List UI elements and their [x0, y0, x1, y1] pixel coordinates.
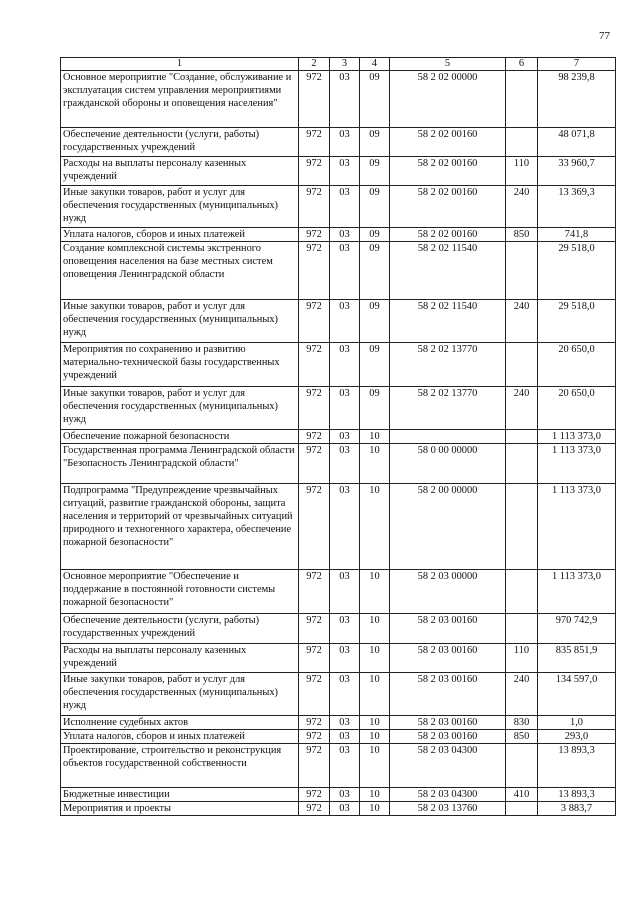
expense-name-cell: Создание комплексной системы экстренного оповещения населения на базе местных систем оповещения Ленинградской области	[61, 242, 299, 300]
target-article-cell: 58 0 00 00000	[390, 444, 506, 484]
expense-name-cell: Исполнение судебных актов	[61, 716, 299, 730]
admin-code-cell: 972	[299, 300, 330, 343]
expense-name-cell: Мероприятия и проекты	[61, 802, 299, 816]
table-row	[61, 644, 616, 673]
expense-type-cell	[506, 802, 538, 816]
expense-type-cell: 410	[506, 788, 538, 802]
target-article-cell: 58 2 03 04300	[390, 744, 506, 788]
header-cell-7: 7	[538, 58, 616, 71]
admin-code-cell: 972	[299, 614, 330, 644]
header-cell-4: 4	[360, 58, 390, 71]
subsection-code-cell: 10	[360, 444, 390, 484]
subsection-code-cell: 09	[360, 71, 390, 128]
section-code-cell: 03	[330, 744, 360, 788]
section-code-cell: 03	[330, 730, 360, 744]
target-article-cell: 58 2 02 11540	[390, 300, 506, 343]
expense-name-cell: Проектирование, строительство и реконструкция объектов государственной собственности	[61, 744, 299, 788]
subsection-code-cell: 10	[360, 614, 390, 644]
table-row	[61, 242, 616, 300]
section-code-cell: 03	[330, 242, 360, 300]
amount-cell: 1 113 373,0	[538, 484, 616, 570]
expense-type-cell: 110	[506, 644, 538, 673]
admin-code-cell: 972	[299, 673, 330, 716]
table-row	[61, 228, 616, 242]
expense-type-cell	[506, 128, 538, 157]
subsection-code-cell: 09	[360, 228, 390, 242]
amount-cell: 741,8	[538, 228, 616, 242]
admin-code-cell: 972	[299, 430, 330, 444]
section-code-cell: 03	[330, 157, 360, 186]
expense-type-cell	[506, 484, 538, 570]
subsection-code-cell: 09	[360, 186, 390, 228]
section-code-cell: 03	[330, 484, 360, 570]
section-code-cell: 03	[330, 716, 360, 730]
expense-type-cell	[506, 343, 538, 387]
expense-name-cell: Обеспечение деятельности (услуги, работы) государственных учреждений	[61, 128, 299, 157]
expense-name-cell: Уплата налогов, сборов и иных платежей	[61, 228, 299, 242]
section-code-cell: 03	[330, 128, 360, 157]
admin-code-cell: 972	[299, 802, 330, 816]
page-number: 77	[599, 30, 610, 42]
section-code-cell: 03	[330, 673, 360, 716]
section-code-cell: 03	[330, 387, 360, 430]
table-row	[61, 157, 616, 186]
section-code-cell: 03	[330, 570, 360, 614]
section-code-cell: 03	[330, 802, 360, 816]
expense-type-cell: 240	[506, 387, 538, 430]
header-cell-3: 3	[330, 58, 360, 71]
table-row	[61, 788, 616, 802]
amount-cell: 29 518,0	[538, 300, 616, 343]
table-row	[61, 186, 616, 228]
expense-name-cell: Государственная программа Ленинградской области "Безопасность Ленинградской области"	[61, 444, 299, 484]
amount-cell: 3 883,7	[538, 802, 616, 816]
amount-cell: 293,0	[538, 730, 616, 744]
admin-code-cell: 972	[299, 716, 330, 730]
amount-cell: 48 071,8	[538, 128, 616, 157]
amount-cell: 13 893,3	[538, 744, 616, 788]
target-article-cell: 58 2 02 00160	[390, 128, 506, 157]
admin-code-cell: 972	[299, 186, 330, 228]
amount-cell: 835 851,9	[538, 644, 616, 673]
expense-name-cell: Иные закупки товаров, работ и услуг для обеспечения государственных (муниципальных) нужд	[61, 673, 299, 716]
amount-cell: 970 742,9	[538, 614, 616, 644]
admin-code-cell: 972	[299, 128, 330, 157]
subsection-code-cell: 09	[360, 242, 390, 300]
admin-code-cell: 972	[299, 730, 330, 744]
expense-type-cell	[506, 570, 538, 614]
subsection-code-cell: 10	[360, 730, 390, 744]
amount-cell: 1 113 373,0	[538, 430, 616, 444]
admin-code-cell: 972	[299, 570, 330, 614]
section-code-cell: 03	[330, 300, 360, 343]
expense-type-cell	[506, 71, 538, 128]
subsection-code-cell: 10	[360, 744, 390, 788]
expense-type-cell	[506, 242, 538, 300]
section-code-cell: 03	[330, 186, 360, 228]
amount-cell: 20 650,0	[538, 343, 616, 387]
expense-type-cell: 240	[506, 673, 538, 716]
target-article-cell: 58 2 02 13770	[390, 387, 506, 430]
expense-name-cell: Бюджетные инвестиции	[61, 788, 299, 802]
amount-cell: 33 960,7	[538, 157, 616, 186]
subsection-code-cell: 10	[360, 430, 390, 444]
section-code-cell: 03	[330, 644, 360, 673]
expense-name-cell: Подпрограмма "Предупреждение чрезвычайных ситуаций, развитие гражданской обороны, защита населения и территорий от чрезвычайных ситуаций природного и техногенного характера, обеспечение пожарной безопасности"	[61, 484, 299, 570]
table-row	[61, 71, 616, 128]
expense-name-cell: Иные закупки товаров, работ и услуг для обеспечения государственных (муниципальных) нужд	[61, 387, 299, 430]
amount-cell: 1 113 373,0	[538, 570, 616, 614]
admin-code-cell: 972	[299, 228, 330, 242]
subsection-code-cell: 10	[360, 788, 390, 802]
section-code-cell: 03	[330, 614, 360, 644]
admin-code-cell: 972	[299, 484, 330, 570]
table-row	[61, 128, 616, 157]
subsection-code-cell: 09	[360, 128, 390, 157]
header-row	[61, 58, 616, 71]
expense-name-cell: Иные закупки товаров, работ и услуг для обеспечения государственных (муниципальных) нужд	[61, 186, 299, 228]
expense-name-cell: Мероприятия по сохранению и развитию материально-технической базы государственных учреждений	[61, 343, 299, 387]
expense-name-cell: Обеспечение деятельности (услуги, работы) государственных учреждений	[61, 614, 299, 644]
expense-type-cell	[506, 430, 538, 444]
expense-name-cell: Расходы на выплаты персоналу казенных учреждений	[61, 644, 299, 673]
target-article-cell: 58 2 03 00000	[390, 570, 506, 614]
amount-cell: 13 369,3	[538, 186, 616, 228]
table-row	[61, 387, 616, 430]
section-code-cell: 03	[330, 788, 360, 802]
table-row	[61, 614, 616, 644]
admin-code-cell: 972	[299, 343, 330, 387]
header-cell-1: 1	[61, 58, 299, 71]
subsection-code-cell: 10	[360, 644, 390, 673]
header-cell-2: 2	[299, 58, 330, 71]
target-article-cell: 58 2 03 13760	[390, 802, 506, 816]
expense-type-cell: 850	[506, 730, 538, 744]
amount-cell: 134 597,0	[538, 673, 616, 716]
expense-type-cell: 110	[506, 157, 538, 186]
target-article-cell: 58 2 03 00160	[390, 730, 506, 744]
expense-name-cell: Основное мероприятие "Обеспечение и поддержание в постоянной готовности системы пожарной безопасности"	[61, 570, 299, 614]
target-article-cell: 58 2 03 00160	[390, 614, 506, 644]
target-article-cell: 58 2 03 04300	[390, 788, 506, 802]
subsection-code-cell: 10	[360, 716, 390, 730]
section-code-cell: 03	[330, 228, 360, 242]
amount-cell: 1 113 373,0	[538, 444, 616, 484]
target-article-cell: 58 2 03 00160	[390, 673, 506, 716]
expense-type-cell: 850	[506, 228, 538, 242]
table-row	[61, 430, 616, 444]
table-row	[61, 802, 616, 816]
target-article-cell	[390, 430, 506, 444]
table-row	[61, 444, 616, 484]
target-article-cell: 58 2 02 11540	[390, 242, 506, 300]
subsection-code-cell: 10	[360, 570, 390, 614]
subsection-code-cell: 09	[360, 300, 390, 343]
admin-code-cell: 972	[299, 387, 330, 430]
subsection-code-cell: 09	[360, 387, 390, 430]
section-code-cell: 03	[330, 343, 360, 387]
target-article-cell: 58 2 02 00160	[390, 228, 506, 242]
expense-type-cell: 240	[506, 186, 538, 228]
subsection-code-cell: 09	[360, 343, 390, 387]
admin-code-cell: 972	[299, 744, 330, 788]
section-code-cell: 03	[330, 430, 360, 444]
target-article-cell: 58 2 02 00160	[390, 157, 506, 186]
admin-code-cell: 972	[299, 788, 330, 802]
admin-code-cell: 972	[299, 71, 330, 128]
subsection-code-cell: 09	[360, 157, 390, 186]
header-cell-5: 5	[390, 58, 506, 71]
budget-table	[60, 57, 616, 816]
target-article-cell: 58 2 02 13770	[390, 343, 506, 387]
expense-name-cell: Иные закупки товаров, работ и услуг для обеспечения государственных (муниципальных) нужд	[61, 300, 299, 343]
header-cell-6: 6	[506, 58, 538, 71]
table-row	[61, 570, 616, 614]
table-row	[61, 716, 616, 730]
amount-cell: 13 893,3	[538, 788, 616, 802]
expense-name-cell: Уплата налогов, сборов и иных платежей	[61, 730, 299, 744]
expense-name-cell: Основное мероприятие "Создание, обслуживание и эксплуатация систем управления мероприятиями гражданской обороны и оповещения населения"	[61, 71, 299, 128]
admin-code-cell: 972	[299, 644, 330, 673]
target-article-cell: 58 2 03 00160	[390, 716, 506, 730]
amount-cell: 20 650,0	[538, 387, 616, 430]
expense-type-cell: 830	[506, 716, 538, 730]
table-row	[61, 730, 616, 744]
section-code-cell: 03	[330, 71, 360, 128]
table-row	[61, 744, 616, 788]
target-article-cell: 58 2 03 00160	[390, 644, 506, 673]
expense-type-cell	[506, 444, 538, 484]
target-article-cell: 58 2 00 00000	[390, 484, 506, 570]
table-row	[61, 673, 616, 716]
table-row	[61, 300, 616, 343]
amount-cell: 29 518,0	[538, 242, 616, 300]
admin-code-cell: 972	[299, 242, 330, 300]
expense-type-cell	[506, 744, 538, 788]
expense-type-cell: 240	[506, 300, 538, 343]
subsection-code-cell: 10	[360, 802, 390, 816]
subsection-code-cell: 10	[360, 484, 390, 570]
admin-code-cell: 972	[299, 444, 330, 484]
expense-name-cell: Расходы на выплаты персоналу казенных учреждений	[61, 157, 299, 186]
table-row	[61, 484, 616, 570]
table-row	[61, 343, 616, 387]
expense-name-cell: Обеспечение пожарной безопасности	[61, 430, 299, 444]
amount-cell: 1,0	[538, 716, 616, 730]
table-body	[61, 71, 616, 816]
amount-cell: 98 239,8	[538, 71, 616, 128]
section-code-cell: 03	[330, 444, 360, 484]
admin-code-cell: 972	[299, 157, 330, 186]
expense-type-cell	[506, 614, 538, 644]
target-article-cell: 58 2 02 00000	[390, 71, 506, 128]
target-article-cell: 58 2 02 00160	[390, 186, 506, 228]
subsection-code-cell: 10	[360, 673, 390, 716]
